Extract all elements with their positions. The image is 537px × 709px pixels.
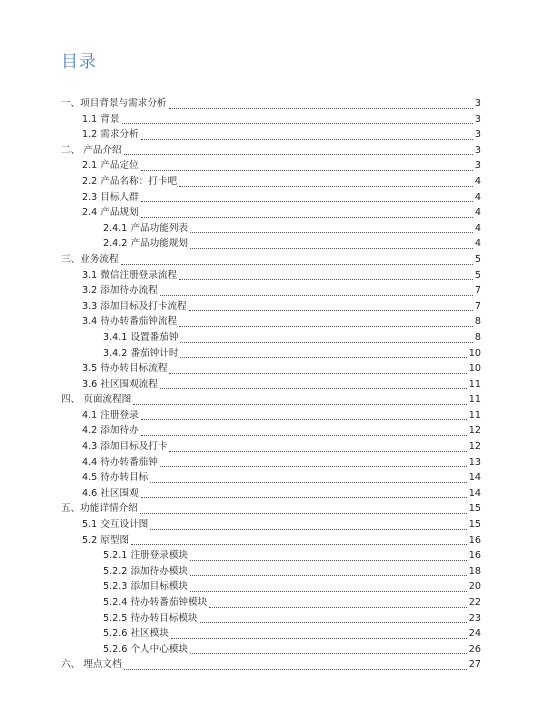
toc-leader-dots [141, 216, 473, 218]
toc-leader-dots [141, 434, 467, 436]
toc-leader-dots [140, 512, 467, 514]
toc-entry-text[interactable]: 3.4.1 设置番茄钟 [103, 331, 179, 343]
toc-entry-text[interactable]: 3.6 社区围观流程 [82, 378, 158, 390]
toc-entry-page-number[interactable]: 11 [468, 409, 481, 421]
toc-leader-dots [189, 309, 473, 311]
toc-entry-page-number[interactable]: 3 [474, 113, 481, 125]
toc-entry-page-number[interactable]: 14 [468, 487, 481, 499]
toc-entry-text[interactable]: 六、 埋点文档 [61, 659, 122, 671]
toc-leader-dots [180, 356, 466, 358]
toc-entry[interactable] [61, 470, 481, 486]
toc-leader-dots [133, 403, 467, 405]
toc-entry[interactable] [61, 423, 481, 439]
toc-entry[interactable] [61, 158, 481, 174]
toc-entry[interactable] [61, 626, 481, 642]
toc-entry-page-number[interactable]: 16 [468, 534, 481, 546]
toc-leader-dots [190, 247, 473, 249]
toc-entry-page-number[interactable]: 26 [468, 643, 481, 655]
toc-entry-text[interactable]: 3.4 待办转番茄钟流程 [82, 316, 178, 328]
toc-entry-page-number[interactable]: 4 [474, 222, 481, 234]
toc-entry-text[interactable]: 二、 产品介绍 [61, 144, 122, 156]
toc-entry[interactable] [61, 377, 481, 393]
toc-leader-dots [179, 185, 473, 187]
toc-leader-dots [209, 606, 467, 608]
toc-entry-page-number[interactable]: 7 [474, 285, 481, 297]
toc-entry-page-number[interactable]: 27 [468, 659, 481, 671]
toc-entry[interactable] [61, 517, 481, 533]
toc-entry-page-number[interactable]: 5 [474, 253, 481, 265]
toc-entry[interactable] [61, 579, 481, 595]
toc-leader-dots [180, 341, 472, 343]
toc-leader-dots [160, 294, 473, 296]
toc-entry-page-number[interactable]: 4 [474, 238, 481, 250]
toc-entry-text[interactable]: 2.3 目标人群 [82, 191, 139, 203]
toc-entry-text[interactable]: 3.3 添加目标及打卡流程 [82, 300, 187, 312]
toc-entry-page-number[interactable]: 10 [468, 363, 481, 375]
toc-entry-page-number[interactable]: 16 [468, 550, 481, 562]
toc-entry[interactable] [61, 361, 481, 377]
toc-entry[interactable] [61, 657, 481, 673]
toc-entry-page-number[interactable]: 3 [474, 98, 481, 109]
toc-entry[interactable] [61, 143, 481, 159]
toc-entry-page-number[interactable]: 4 [474, 175, 481, 187]
toc-entry[interactable] [61, 268, 481, 284]
toc-leader-dots [131, 543, 467, 545]
toc-entry-page-number[interactable]: 15 [468, 503, 481, 515]
toc-entry-page-number[interactable]: 11 [468, 394, 481, 406]
toc-entry-page-number[interactable]: 11 [468, 378, 481, 390]
toc-entry-page-number[interactable]: 5 [474, 269, 481, 281]
toc-entry-page-number[interactable]: 24 [468, 628, 481, 640]
toc-entry-page-number[interactable]: 18 [468, 565, 481, 577]
toc-entry-page-number[interactable]: 14 [468, 472, 481, 484]
toc-entry-text[interactable]: 5.2.3 添加目标模块 [103, 581, 189, 593]
toc-leader-dots [200, 621, 467, 623]
toc-entry-page-number[interactable]: 15 [468, 519, 481, 531]
toc-entry[interactable] [61, 236, 481, 252]
toc-entry-text[interactable]: 5.2 原型图 [82, 534, 130, 546]
toc-leader-dots [124, 153, 473, 155]
toc-entry-text[interactable]: 2.4.1 产品功能列表 [103, 222, 189, 234]
toc-entry[interactable] [61, 96, 481, 112]
toc-entry[interactable] [61, 611, 481, 627]
toc-entry-text[interactable]: 5.2.6 社区模块 [103, 628, 169, 640]
toc-leader-dots [121, 263, 473, 265]
toc-title: 目录 [61, 52, 97, 72]
toc-entry-text[interactable]: 2.4 产品规划 [82, 207, 139, 219]
toc-entry-text[interactable]: 2.1 产品定位 [82, 160, 139, 172]
toc-entry[interactable] [61, 190, 481, 206]
toc-leader-dots [124, 668, 467, 670]
toc-leader-dots [169, 372, 466, 374]
toc-entry-text[interactable]: 4.2 添加待办 [82, 425, 139, 437]
toc-entry-text[interactable]: 五、功能详情介绍 [61, 503, 138, 515]
toc-entry-text[interactable]: 1.1 背景 [82, 113, 120, 125]
toc-entry-text[interactable]: 5.2.6 个人中心模块 [103, 643, 189, 655]
toc-entry[interactable] [61, 486, 481, 502]
toc-entry-text[interactable]: 4.6 社区围观 [82, 487, 139, 499]
toc-entry-page-number[interactable]: 10 [468, 347, 481, 359]
toc-entry-text[interactable]: 5.2.1 注册登录模块 [103, 550, 189, 562]
toc-leader-dots [179, 278, 473, 280]
toc-leader-dots [141, 169, 473, 171]
toc-entry-page-number[interactable]: 4 [474, 191, 481, 203]
toc-entry[interactable] [61, 392, 481, 408]
toc-entry[interactable] [61, 299, 481, 315]
toc-entry[interactable] [61, 283, 481, 299]
toc-leader-dots [141, 496, 467, 498]
toc-leader-dots [179, 325, 473, 327]
toc-leader-dots [160, 465, 467, 467]
toc-entry[interactable] [61, 330, 481, 346]
toc-entry-text[interactable]: 2.4.2 产品功能规划 [103, 238, 189, 250]
toc-entry[interactable] [61, 174, 481, 190]
toc-leader-dots [171, 637, 467, 639]
toc-entry-page-number[interactable]: 7 [474, 300, 481, 312]
toc-entry-text[interactable]: 4.4 待办转番茄钟 [82, 456, 158, 468]
toc-entry-page-number[interactable]: 3 [474, 144, 481, 156]
toc-entry-text[interactable]: 4.3 添加目标及打卡 [82, 441, 168, 453]
toc-entry-page-number[interactable]: 20 [468, 581, 481, 593]
toc-leader-dots [141, 418, 467, 420]
toc-entry-page-number[interactable]: 3 [474, 129, 481, 141]
toc-entry[interactable] [61, 455, 481, 471]
toc-leader-dots [190, 559, 467, 561]
toc-leader-dots [150, 481, 467, 483]
toc-leader-dots [141, 138, 473, 140]
toc-entry[interactable] [61, 112, 481, 128]
toc-entry[interactable] [61, 642, 481, 658]
toc-entry-text[interactable]: 3.5 待办转目标流程 [82, 363, 168, 375]
toc-leader-dots [150, 528, 467, 530]
toc-entry-text[interactable]: 4.5 待办转目标 [82, 472, 149, 484]
toc-leader-dots [169, 107, 473, 109]
toc-entry-text[interactable]: 四、 页面流程图 [61, 394, 132, 406]
toc-entry-page-number[interactable]: 8 [474, 331, 481, 343]
toc-entry[interactable] [61, 564, 481, 580]
toc-entry-text[interactable]: 5.2.4 待办转番茄钟模块 [103, 597, 208, 608]
toc-entry[interactable] [61, 205, 481, 221]
toc-leader-dots [190, 590, 467, 592]
toc-entry-text[interactable]: 5.2.5 待办转目标模块 [103, 612, 198, 624]
toc-entry-text[interactable]: 2.2 产品名称：打卡吧 [82, 175, 178, 187]
toc-entry[interactable] [61, 408, 481, 424]
toc-entry-text[interactable]: 3.4.2 番茄钟计时 [103, 347, 179, 359]
toc-leader-dots [190, 574, 467, 576]
toc-entry-page-number[interactable]: 22 [468, 597, 481, 608]
toc-entry[interactable] [61, 501, 481, 517]
toc-leader-dots [190, 652, 467, 654]
toc-entry-text[interactable]: 5.2.2 添加待办模块 [103, 565, 189, 577]
toc-entry-text[interactable]: 5.1 交互设计图 [82, 519, 149, 531]
toc-entry[interactable] [61, 595, 481, 611]
toc-list [61, 96, 481, 673]
toc-entry-text[interactable]: 一、项目背景与需求分析 [61, 98, 167, 109]
toc-entry[interactable] [61, 252, 481, 268]
toc-entry[interactable] [61, 346, 481, 362]
toc-entry-text[interactable]: 4.1 注册登录 [82, 409, 139, 421]
toc-leader-dots [160, 387, 467, 389]
toc-entry-page-number[interactable]: 12 [468, 441, 481, 453]
toc-entry-page-number[interactable]: 3 [474, 160, 481, 172]
toc-entry[interactable] [61, 221, 481, 237]
toc-entry-page-number[interactable]: 12 [468, 425, 481, 437]
toc-entry[interactable] [61, 548, 481, 564]
toc-entry[interactable] [61, 533, 481, 549]
toc-entry-page-number[interactable]: 13 [468, 456, 481, 468]
toc-entry[interactable] [61, 439, 481, 455]
toc-entry-page-number[interactable]: 4 [474, 207, 481, 219]
toc-entry-page-number[interactable]: 8 [474, 316, 481, 328]
toc-entry-text[interactable]: 3.2 添加待办流程 [82, 285, 158, 297]
toc-entry-text[interactable]: 1.2 需求分析 [82, 129, 139, 141]
toc-entry-text[interactable]: 三、业务流程 [61, 253, 119, 265]
toc-entry[interactable] [61, 127, 481, 143]
toc-leader-dots [122, 122, 473, 124]
toc-leader-dots [141, 200, 473, 202]
toc-entry-text[interactable]: 3.1 微信注册登录流程 [82, 269, 178, 281]
toc-entry-page-number[interactable]: 23 [468, 612, 481, 624]
toc-entry[interactable] [61, 314, 481, 330]
toc-leader-dots [169, 450, 466, 452]
toc-leader-dots [190, 231, 473, 233]
